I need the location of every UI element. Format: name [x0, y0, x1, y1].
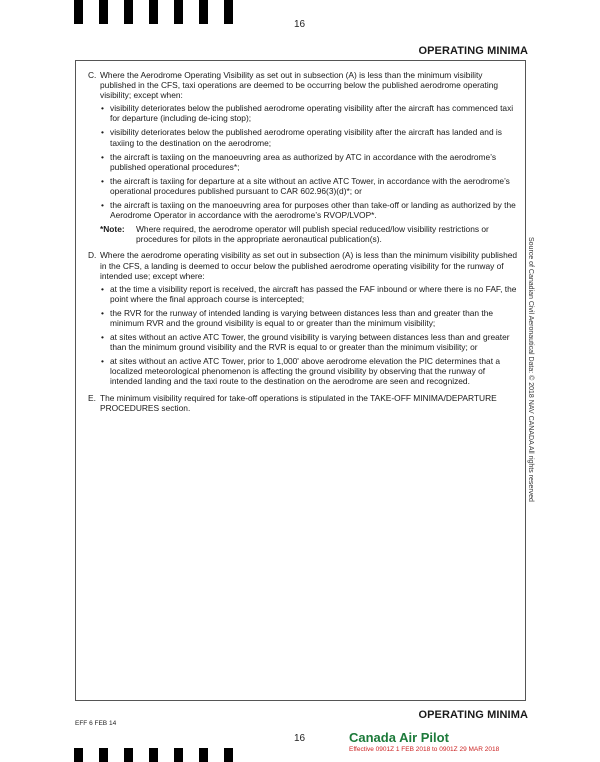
registration-bar	[149, 0, 158, 24]
effective-dates: Effective 0901Z 1 FEB 2018 to 0901Z 29 MAR 2018	[349, 746, 500, 753]
bullet-icon: •	[101, 356, 104, 367]
list-item: • the aircraft is taxiing for departure at a site without an active ATC Tower, in accordance with the aerodrome’s operational procedures published pursuant to CAR 602.96(3)(d)*; or	[101, 175, 510, 196]
page-number-bottom: 16	[294, 733, 306, 744]
paragraph-e	[88, 393, 518, 413]
list-item: • the aircraft is taxiing on the manoeuvring area as authorized by ATC in accordance with the aerodrome’s published operational procedures*;	[101, 151, 497, 172]
paragraph-d	[88, 250, 518, 386]
paragraph-c	[88, 70, 518, 244]
bullet-icon: •	[101, 332, 104, 343]
registration-bar	[149, 748, 158, 762]
paragraph-text: The minimum visibility required for take-off operations is stipulated in the TAKE-OFF MINIMA/DEPARTURE PROCEDURES section.	[100, 392, 497, 413]
copyright-side-note	[527, 237, 544, 537]
registration-bar	[174, 0, 183, 24]
eff-date: EFF 6 FEB 14	[75, 720, 117, 727]
registration-bar	[74, 748, 83, 762]
section-title-top: OPERATING MINIMA	[418, 45, 528, 57]
registration-bar	[199, 748, 208, 762]
list-item: • at sites without an active ATC Tower, the ground visibility is varying between distances less than and greater than the minimum ground visibility and the RVR is equal to or greater than the minimum visibility; or	[101, 332, 510, 353]
bullet-list	[100, 284, 518, 387]
note	[100, 224, 518, 244]
page-number-top: 16	[294, 19, 306, 30]
registration-bar	[99, 748, 108, 762]
note-text: Where required, the aerodrome operator will publish special reduced/low visibility restrictions or procedures for pilots in the appropriate aeronautical publication(s).	[136, 224, 489, 245]
list-item: • at the time a visibility report is received, the aircraft has passed the FAF inbound or where there is no FAF, the point where the final approach course is intercepted;	[101, 283, 517, 304]
registration-bar	[74, 0, 83, 24]
bullet-list	[100, 103, 518, 220]
paragraph-text: Where the Aerodrome Operating Visibility as set out in subsection (A) is less than the minimum visibility published in the CFS, taxi operations are deemed to be occurring below the published aerodrome operating visibility; except when:	[100, 70, 499, 101]
paragraph-letter: D.	[88, 250, 97, 261]
brand-title: Canada Air Pilot	[349, 730, 449, 745]
list-item: • at sites without an active ATC Tower, prior to 1,000' above aerodrome elevation the PIC determines that a localized meteorological phenomenon is affecting the ground visibility by observing that the runway of intended landing and the taxi route to the destination on the aerodrome are seen and recognized.	[101, 356, 501, 387]
registration-bar	[124, 748, 133, 762]
bullet-icon: •	[101, 127, 104, 138]
paragraph-letter: E.	[88, 392, 96, 403]
bullet-icon: •	[101, 283, 104, 294]
registration-bar	[124, 0, 133, 24]
paragraph-text: Where the aerodrome operating visibility as set out in subsection (A) is less than the minimum visibility published in the CFS, a landing is deemed to occur below the published aerodrome operating visibility for the runway of intended use; except where:	[100, 250, 518, 281]
page-body	[88, 70, 518, 419]
registration-bar	[99, 0, 108, 24]
section-title-bottom: OPERATING MINIMA	[418, 709, 528, 721]
copyright-text: Source of Canadian Civil Aeronautical Data: © 2018 NAV CANADA All rights reserved	[527, 237, 534, 502]
registration-bar	[199, 0, 208, 24]
list-item: • visibility deteriorates below the published aerodrome operating visibility after the aircraft has landed and is taxiing to the destination on the aerodrome;	[101, 127, 502, 148]
bullet-icon: •	[101, 103, 104, 114]
bullet-icon: •	[101, 200, 104, 211]
bullet-icon: •	[101, 307, 104, 318]
note-label: *Note:	[100, 224, 125, 235]
list-item: • the RVR for the runway of intended landing is varying between distances less than and greater than the minimum RVR and the ground visibility is equal to or greater than the minimum visibility;	[101, 307, 494, 328]
bullet-icon: •	[101, 151, 104, 162]
registration-bar	[174, 748, 183, 762]
list-item: • the aircraft is taxiing on the manoeuvring area for purposes other than take-off or landing as authorized by the Aerodrome Operator in accordance with the aerodrome’s RVOP/LVOP*.	[101, 200, 516, 221]
bullet-icon: •	[101, 175, 104, 186]
list-item: • visibility deteriorates below the published aerodrome operating visibility after the aircraft has commenced taxi for departure (including de-icing stop);	[101, 103, 514, 124]
paragraph-letter: C.	[88, 70, 97, 80]
registration-bar	[224, 748, 233, 762]
registration-bar	[224, 0, 233, 24]
